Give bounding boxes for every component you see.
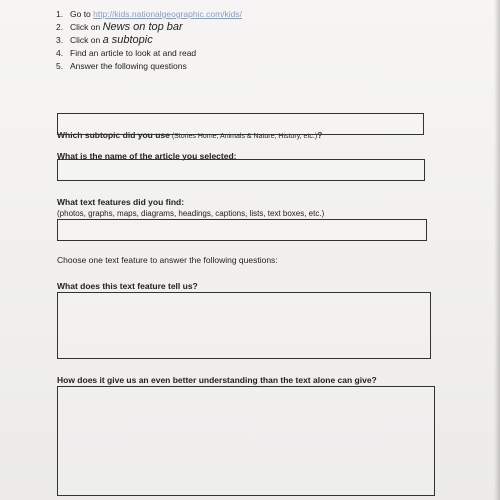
step-text: Find an article to look at and read xyxy=(70,48,197,58)
text-features-question: What text features did you find: xyxy=(57,197,185,207)
step-number: 2. xyxy=(56,22,64,32)
step-text: Click on xyxy=(70,35,103,45)
instruction-step-4 xyxy=(56,47,242,60)
instruction-list xyxy=(56,8,242,73)
step-number: 5. xyxy=(56,61,64,71)
step-number: 4. xyxy=(56,48,64,58)
step-text: Answer the following questions xyxy=(70,61,187,71)
text-features-examples: (photos, graphs, maps, diagrams, headings, captions, lists, text boxes, etc.) xyxy=(57,209,325,218)
better-understanding-question: How does it give us an even better understanding than the text alone can give? xyxy=(57,375,377,385)
instruction-step-5 xyxy=(56,60,242,73)
instruction-step-3 xyxy=(56,34,242,47)
choose-feature-instruction: Choose one text feature to answer the following questions: xyxy=(57,255,278,265)
article-name-question: What is the name of the article you selected: xyxy=(57,151,237,161)
better-understanding-answer-box[interactable] xyxy=(57,386,435,496)
instruction-step-2 xyxy=(56,21,242,34)
tell-us-answer-box[interactable] xyxy=(57,292,431,359)
subtopic-question-label: Which subtopic did you use xyxy=(57,130,170,140)
step-emphasis: News on top bar xyxy=(102,21,183,33)
article-name-answer-box[interactable] xyxy=(57,159,425,181)
step-number: 3. xyxy=(56,35,64,45)
tell-us-question: What does this text feature tell us? xyxy=(57,281,198,291)
website-link[interactable]: http://kids.nationalgeographic.com/kids/ xyxy=(93,9,242,19)
subtopic-question-mark: ? xyxy=(317,130,323,140)
step-text: Go to xyxy=(70,9,94,19)
subtopic-question-note: (Stories Home, Animals & Nature, History, etc.) xyxy=(169,133,318,140)
step-emphasis: a subtopic xyxy=(102,34,153,46)
instruction-step-1 xyxy=(56,8,242,21)
step-number: 1. xyxy=(56,9,64,19)
subtopic-answer-box[interactable] xyxy=(57,113,424,135)
step-text: Click on xyxy=(70,22,103,32)
text-features-answer-box[interactable] xyxy=(57,219,427,241)
